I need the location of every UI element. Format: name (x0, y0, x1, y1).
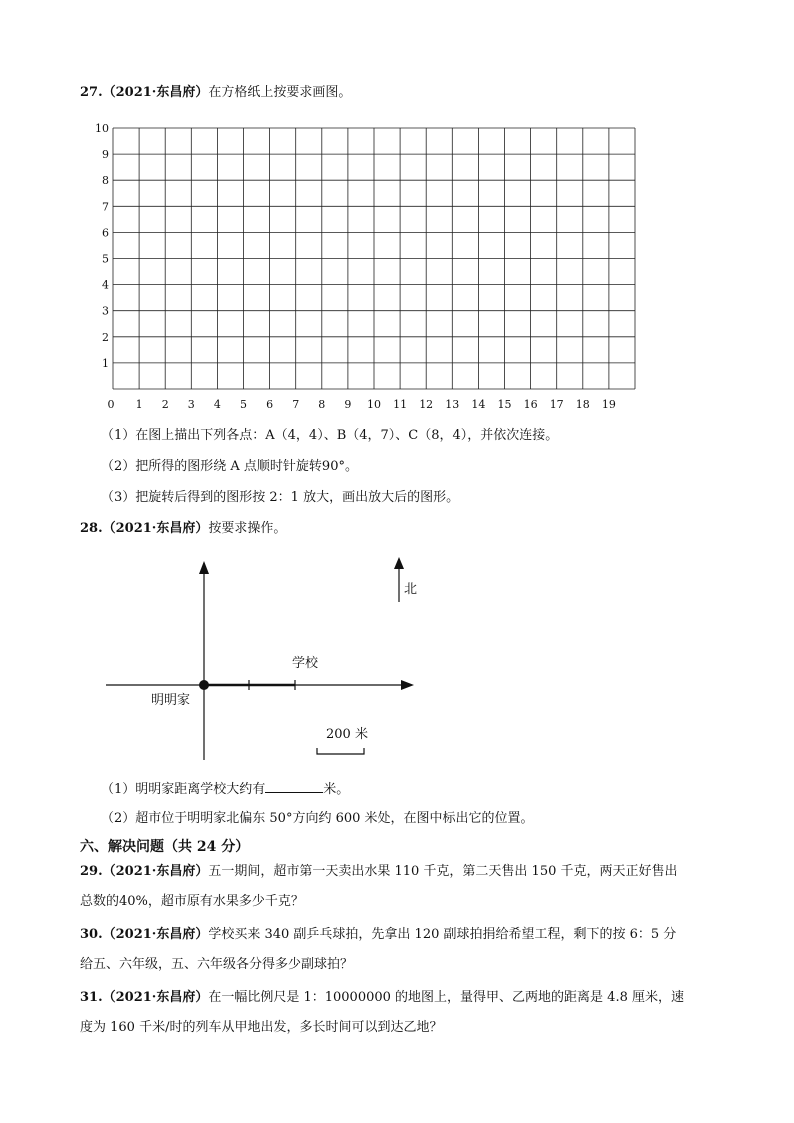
y-tick-label: 8 (102, 174, 109, 188)
q29-source: （2021·东昌府） (102, 864, 209, 879)
y-tick-label: 9 (102, 148, 109, 162)
q27-header (80, 84, 351, 102)
x-tick-label: 1 (135, 398, 143, 410)
x-tick-label: 9 (344, 398, 352, 410)
q30-number: 30. (80, 927, 103, 942)
answer-blank[interactable] (265, 779, 323, 793)
x-tick-label: 11 (393, 398, 408, 410)
x-tick-label: 19 (601, 398, 616, 410)
q27-prompt: 在方格纸上按要求画图。 (208, 85, 352, 100)
q28-sub1 (101, 779, 349, 799)
q29-text1: 五一期间，超市第一天卖出水果 110 千克，第二天售出 150 千克，两天正好售出 (208, 864, 678, 879)
x-tick-label: 17 (549, 398, 564, 410)
x-tick-label: 0 (107, 398, 115, 410)
horizontal-arrow-icon (401, 680, 414, 690)
y-tick-label: 7 (102, 200, 109, 214)
scale-bar (317, 748, 364, 754)
q31-text1: 在一幅比例尺是 1：10000000 的地图上，量得甲、乙两地的距离是 4.8 厘米，速 (208, 990, 684, 1005)
q28-prompt: 按要求操作。 (208, 521, 287, 536)
x-tick-label: 12 (419, 398, 434, 410)
q30-text1: 学校买来 340 副乒乓球拍，先拿出 120 副球拍捐给希望工程，剩下的按 6：5 分 (208, 927, 677, 942)
q29-line2: 总数的40%，超市原有水果多少千克？ (80, 894, 304, 909)
school-label: 学校 (292, 656, 319, 671)
y-tick-label: 4 (102, 278, 109, 292)
q29-line1 (80, 863, 678, 881)
y-tick-label: 10 (95, 122, 109, 135)
vertical-arrow-icon (199, 561, 209, 574)
x-tick-label: 13 (445, 398, 460, 410)
scale-label: 200 米 (326, 727, 368, 742)
north-label: 北 (404, 582, 418, 597)
q31-source: （2021·东昌府） (102, 990, 209, 1005)
x-tick-label: 3 (187, 398, 195, 410)
q28-source: （2021·东昌府） (102, 521, 209, 536)
y-tick-label: 3 (102, 304, 109, 318)
q28-sub1-pre: （1）明明家距离学校大约有 (101, 782, 266, 797)
q27-number: 27. (80, 85, 103, 100)
x-tick-label: 4 (213, 398, 221, 410)
x-tick-label: 18 (575, 398, 590, 410)
q30-line2: 给五、六年级，五、六年级各分得多少副球拍？ (80, 957, 354, 972)
home-label: 明明家 (151, 693, 191, 708)
x-tick-label: 16 (523, 398, 538, 410)
q27-source: （2021·东昌府） (102, 85, 209, 100)
q30-source: （2021·东昌府） (102, 927, 209, 942)
q27-sub3: （3）把旋转后得到的图形按 2：1 放大，画出放大后的图形。 (101, 490, 460, 505)
x-tick-label: 7 (292, 398, 300, 410)
q31-line2: 度为 160 千米/时的列车从甲地出发，多长时间可以到达乙地？ (80, 1020, 443, 1035)
x-tick-label: 5 (240, 398, 247, 410)
x-tick-label: 8 (318, 398, 326, 410)
x-tick-label: 14 (471, 398, 486, 410)
x-tick-label: 2 (161, 398, 169, 410)
x-tick-label: 15 (497, 398, 512, 410)
q28-number: 28. (80, 521, 103, 536)
y-tick-label: 5 (102, 252, 109, 266)
q27-grid[interactable] (0, 110, 794, 410)
q28-sub2: （2）超市位于明明家北偏东 50°方向约 600 米处，在图中标出它的位置。 (101, 811, 534, 826)
section6-title: 六、解决问题（共 24 分） (80, 839, 250, 855)
q31-number: 31. (80, 990, 103, 1005)
q27-sub1: （1）在图上描出下列各点：A（4，4）、B（4，7）、C（8，4），并依次连接。 (101, 428, 559, 443)
north-arrow-icon (394, 557, 404, 569)
home-dot[interactable] (199, 680, 209, 690)
x-tick-label: 10 (367, 398, 381, 410)
y-tick-label: 6 (102, 226, 109, 240)
y-tick-label: 1 (102, 356, 109, 370)
q28-map[interactable] (0, 550, 794, 780)
x-tick-label: 6 (266, 398, 274, 410)
q30-line1 (80, 926, 676, 944)
q31-line1 (80, 989, 684, 1007)
q28-header (80, 520, 286, 538)
q29-number: 29. (80, 864, 103, 879)
q28-sub1-post: 米。 (323, 782, 350, 797)
y-tick-label: 2 (102, 330, 109, 344)
q27-sub2: （2）把所得的图形绕 A 点顺时针旋转90°。 (101, 459, 358, 474)
